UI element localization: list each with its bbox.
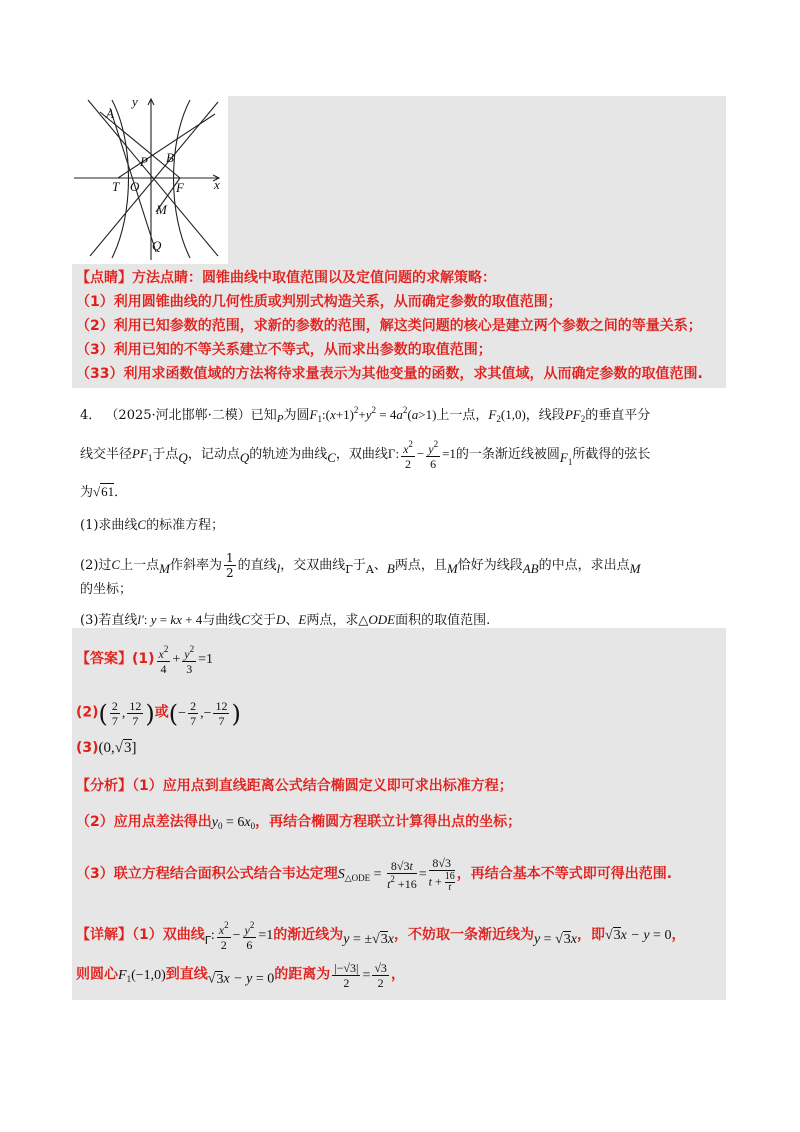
- analysis-line-2: （2）应用点差法得出$y_0 = 6x_0$，再结合椭圆方程联立计算得出点的坐标；: [76, 814, 522, 831]
- line-TB: [118, 114, 215, 178]
- label-y: y: [132, 94, 138, 109]
- label-B: B: [166, 150, 174, 165]
- problem-source: （2025·河北邯郸·二模）: [105, 408, 251, 423]
- answer-1: 【答案】(1) $\frac{x^2}{4}$ + $\frac{y^2}{3}$ =1: [76, 644, 214, 676]
- dianjing-line-4: （33）利用求函数值域的方法将待求量表示为其他变量的函数，求其值域，从而确定参数的取值范围.: [76, 366, 703, 382]
- problem-number: 4．: [80, 408, 102, 423]
- detail-line-1: 【详解】（1）双曲线$_\Gamma$: $\frac{x^2}{2}$ − $\frac{y^2}{6}$ =1的渐近线为y = ±√3x，不妨取一条渐近线为y = √3x，即√3x − y = 0，: [76, 920, 686, 952]
- label-T: T: [112, 179, 120, 194]
- dianjing-head: 【点睛】方法点睛：圆锥曲线中取值范围以及定值问题的求解策略：: [76, 270, 496, 286]
- problem-line-3: 为√61．: [80, 484, 128, 500]
- hyperbola-figure: [72, 92, 228, 264]
- answer-3: (3)(0,√3]: [76, 740, 137, 756]
- detail-line-2: 则圆心$F_1(-1,0)$到直线√3x − y = 0的距离为 $\frac{|-√3|}{2}$ = $\frac{√3}{2}$ ，: [76, 961, 405, 990]
- figure-panel-bg: [228, 96, 726, 264]
- label-Q: Q: [152, 238, 162, 253]
- label-F: F: [176, 180, 184, 195]
- hyperbola-equation: Γ: $\frac{x^2}{2}$ − $\frac{y^2}{6}$ =1: [387, 439, 456, 471]
- dianjing-line-1: （1）利用圆锥曲线的几何性质或判别式构造关系，从而确定参数的取值范围；: [76, 294, 562, 310]
- problem-line-1: 4． （2025·河北邯郸·二模）已知$_P$为圆$F_1:(x+1)^2+y^2 = 4a^2(a>1)$上一点，$F_2(1,0)$，线段$PF_2$的垂直平分: [80, 405, 651, 425]
- dianjing-line-2: （2）利用已知参数的范围，求新的参数的范围，解这类问题的核心是建立两个参数之间的等量关系；: [76, 318, 702, 334]
- answer-2: (2)( $\frac{2}{7}$ , $\frac{12}{7}$ )或(− $\frac{2}{7}$ ,− $\frac{12}{7}$ ): [76, 699, 241, 728]
- question-1: (1)求曲线C的标准方程；: [80, 517, 225, 533]
- question-3: (3)若直线l′: y = kx + 4与曲线C交于D、E两点，求△ODE面积的取值范围.: [80, 612, 491, 628]
- label-M: M: [156, 202, 167, 217]
- question-2-line-2: 的坐标；: [80, 582, 133, 597]
- problem-line-2: 线交半径$PF_1$于点Q，记动点Q的轨迹为曲线C，双曲线Γ: $\frac{x^2}{2}$ − $\frac{y^2}{6}$ =1的一条渐近线被圆$F_1$所截得的弦长: [80, 439, 651, 471]
- dianjing-line-3: （3）利用已知的不等关系建立不等式，从而求出参数的取值范围；: [76, 342, 492, 358]
- label-A: A: [106, 106, 114, 121]
- analysis-line-1: 【分析】（1）应用点到直线距离公式结合椭圆定义即可求出标准方程；: [76, 778, 513, 794]
- label-O: O: [130, 179, 140, 194]
- question-2-line-1: (2)过C上一点M作斜率为 $\frac{1}{2}$ 的直线l，交双曲线$_\Gamma$于$_A$、B两点，且M恰好为线段AB的中点，求出点M: [80, 551, 641, 580]
- label-P: P: [140, 154, 148, 169]
- analysis-line-3: （3）联立方程结合面积公式结合韦达定理$S_{\triangle ODE}$ = $\frac{8√3t}{t^2 +16}$ = 8√3 t + $\frac{16}{t}$ ，再结合基本不等式即可得出范围.: [76, 856, 673, 893]
- circle-equation: $F_1:(x+1)^2+y^2 = 4a^2(a>1)$: [309, 405, 437, 424]
- label-x: x: [214, 177, 220, 192]
- hyperbola-right-branch: [174, 100, 191, 258]
